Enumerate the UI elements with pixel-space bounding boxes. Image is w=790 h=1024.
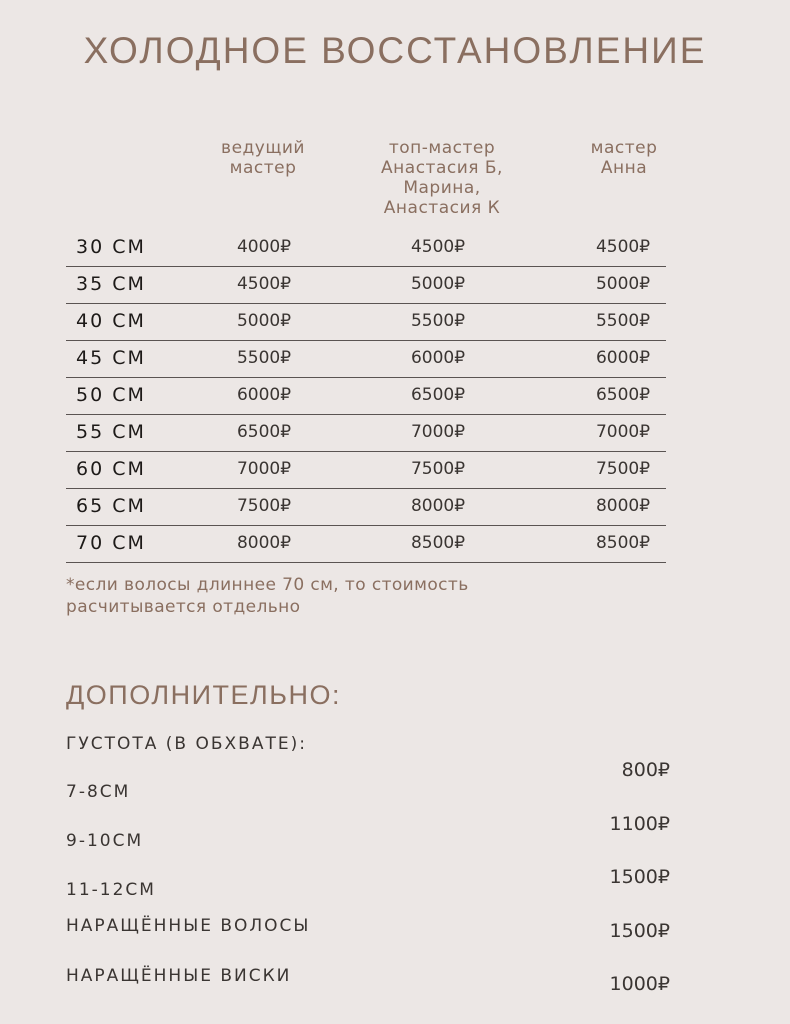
row-size: 35 СМ — [76, 273, 146, 295]
price-master: 8500₽ — [595, 533, 651, 553]
extra-section-title: ДОПОЛНИТЕЛЬНО: — [66, 680, 341, 710]
price-top-master: 7000₽ — [410, 422, 466, 442]
price-top-master: 5500₽ — [410, 311, 466, 331]
price-lead-master: 8000₽ — [236, 533, 292, 553]
price-master: 6000₽ — [595, 348, 651, 368]
price-lead-master: 5500₽ — [236, 348, 292, 368]
row-size: 30 СМ — [76, 236, 146, 258]
page-title: ХОЛОДНОЕ ВОССТАНОВЛЕНИЕ — [83, 30, 707, 71]
table-row — [66, 378, 666, 415]
price-top-master: 8000₽ — [410, 496, 466, 516]
price-top-master: 6000₽ — [410, 348, 466, 368]
table-row — [66, 230, 666, 267]
extra-item-price: 1000₽ — [609, 973, 670, 995]
price-master: 7500₽ — [595, 459, 651, 479]
table-row — [66, 267, 666, 304]
price-master: 8000₽ — [595, 496, 651, 516]
price-lead-master: 6500₽ — [236, 422, 292, 442]
column-header-lead-master — [203, 138, 323, 178]
extra-item-price: 1500₽ — [609, 920, 670, 942]
row-size: 55 СМ — [76, 421, 146, 443]
price-top-master: 4500₽ — [410, 237, 466, 257]
length-note — [66, 574, 626, 618]
column-header-line: Марина, — [403, 178, 481, 198]
table-row — [66, 489, 666, 526]
row-size: 60 СМ — [76, 458, 146, 480]
price-top-master: 5000₽ — [410, 274, 466, 294]
row-size: 70 СМ — [76, 532, 146, 554]
price-top-master: 8500₽ — [410, 533, 466, 553]
price-lead-master: 4000₽ — [236, 237, 292, 257]
extra-item-price: 800₽ — [621, 759, 670, 781]
extra-item-price: 1100₽ — [609, 813, 670, 835]
row-size: 45 СМ — [76, 347, 146, 369]
column-header-line: Анастасия К — [383, 198, 501, 218]
extra-item-label: 11-12СМ — [66, 880, 156, 900]
table-row — [66, 526, 666, 563]
table-row — [66, 341, 666, 378]
table-row — [66, 452, 666, 489]
row-size: 50 СМ — [76, 384, 146, 406]
column-header-line: Анна — [600, 158, 648, 178]
column-header-line: мастер — [229, 158, 297, 178]
price-lead-master: 4500₽ — [236, 274, 292, 294]
column-header-line: Анастасия Б, — [381, 158, 503, 178]
row-size: 65 СМ — [76, 495, 146, 517]
price-lead-master: 7500₽ — [236, 496, 292, 516]
note-line: *если волосы длиннее 70 см, то стоимость — [66, 575, 469, 595]
density-label: ГУСТОТА (В ОБХВАТЕ): — [66, 734, 307, 754]
table-row — [66, 304, 666, 341]
column-header-line: топ-мастер — [388, 138, 496, 158]
price-master: 4500₽ — [595, 237, 651, 257]
extra-item-label: НАРАЩЁННЫЕ ВИСКИ — [66, 966, 292, 986]
table-row — [66, 415, 666, 452]
extra-item-label: 7-8СМ — [66, 782, 131, 802]
price-master: 7000₽ — [595, 422, 651, 442]
price-master: 5000₽ — [595, 274, 651, 294]
price-top-master: 6500₽ — [410, 385, 466, 405]
extra-item-label: 9-10СМ — [66, 831, 144, 851]
row-size: 40 СМ — [76, 310, 146, 332]
price-lead-master: 7000₽ — [236, 459, 292, 479]
price-lead-master: 6000₽ — [236, 385, 292, 405]
price-lead-master: 5000₽ — [236, 311, 292, 331]
price-top-master: 7500₽ — [410, 459, 466, 479]
column-header-master — [564, 138, 684, 178]
column-header-line: ведущий — [221, 138, 305, 158]
price-master: 5500₽ — [595, 311, 651, 331]
extra-item-label: НАРАЩЁННЫЕ ВОЛОСЫ — [66, 916, 311, 936]
column-header-line: мастер — [590, 138, 658, 158]
note-line: расчитывается отдельно — [66, 597, 301, 617]
extra-item-price: 1500₽ — [609, 866, 670, 888]
price-master: 6500₽ — [595, 385, 651, 405]
column-header-top-master — [362, 138, 522, 218]
